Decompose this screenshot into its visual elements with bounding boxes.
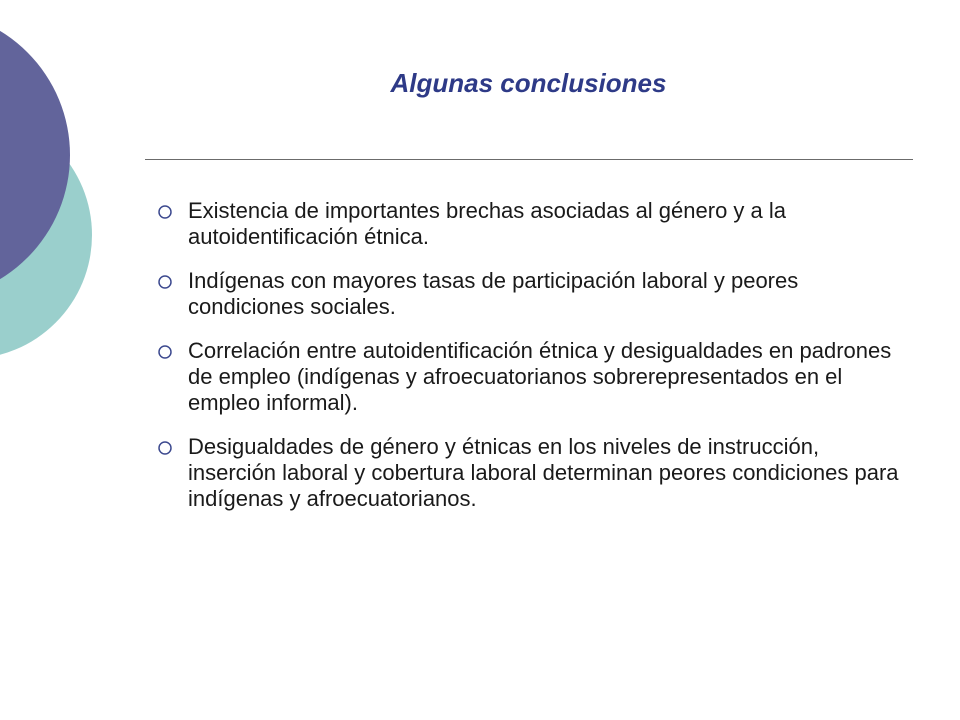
bullet-item (145, 198, 905, 250)
bullet-text: Desigualdades de género y étnicas en los niveles de instrucción, inserción laboral y cobertura laboral determinan peores condiciones para indígenas y afroecuatorianos. (188, 434, 899, 511)
bullet-item (145, 268, 905, 320)
slide-title: Algunas conclusiones (390, 68, 667, 98)
hollow-circle-icon (157, 344, 173, 360)
decorative-circles (0, 0, 120, 400)
hollow-circle-icon (157, 204, 173, 220)
bullet-item (145, 338, 905, 416)
bullet-list (145, 198, 905, 530)
bullet-text: Correlación entre autoidentificación étnica y desigualdades en padrones de empleo (indígenas y afroecuatorianos sobrerepresentados en el empleo informal). (188, 338, 892, 415)
title-divider (145, 159, 913, 160)
hollow-circle-icon (157, 440, 173, 456)
bullet-item (145, 434, 905, 512)
bullet-text: Indígenas con mayores tasas de participación laboral y peores condiciones sociales. (188, 268, 799, 319)
hollow-circle-icon (157, 274, 173, 290)
bullet-text: Existencia de importantes brechas asociadas al género y a la autoidentificación étnica. (188, 198, 787, 249)
